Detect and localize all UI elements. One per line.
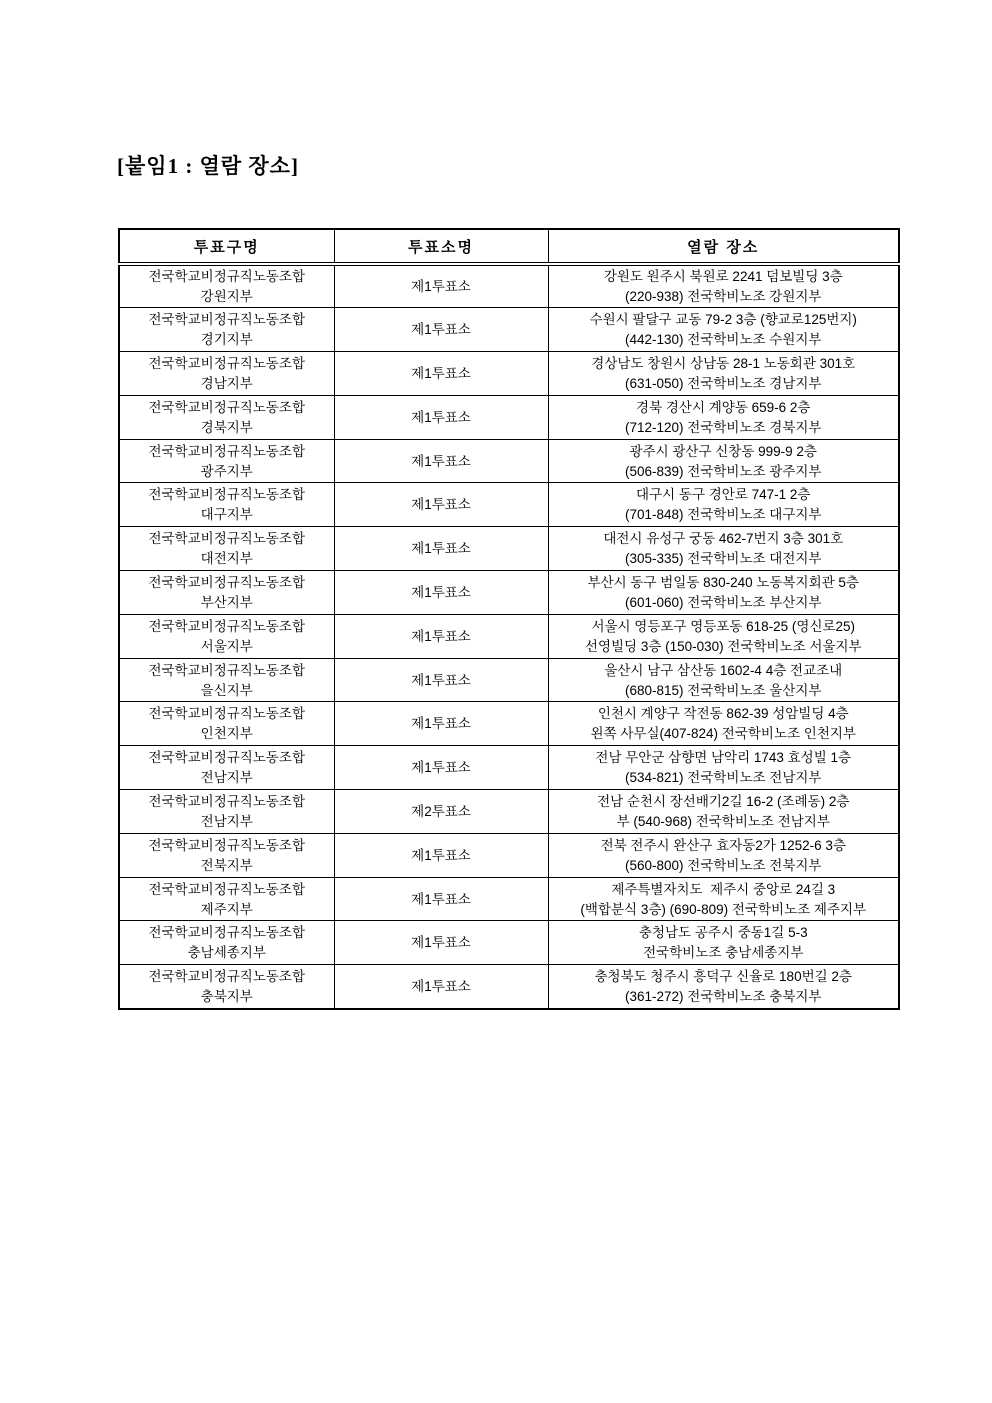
table-row (119, 965, 899, 1009)
union-name: 전국학교비정규직노동조합 (148, 443, 305, 459)
location-cell (548, 483, 899, 527)
table-row (119, 790, 899, 834)
col-header-station: 투표소명 (334, 229, 548, 264)
branch-name: 전남지부 (200, 813, 253, 829)
location-line-1: 인천시 계양구 작전동 862-39 성암빌딩 4층 (597, 706, 849, 722)
branch-name: 광주지부 (200, 463, 253, 479)
branch-name: 서울지부 (200, 638, 253, 654)
table-row (119, 658, 899, 702)
station-cell (334, 395, 548, 439)
district-cell (119, 308, 334, 352)
station-cell (334, 352, 548, 396)
district-cell (119, 483, 334, 527)
location-line-2: (601-060) 전국학비노조 부산지부 (625, 594, 822, 610)
station-cell (334, 790, 548, 834)
station-name: 제1투표소 (411, 672, 471, 688)
station-name: 제1투표소 (411, 409, 471, 425)
table-row (119, 395, 899, 439)
station-name: 제1투표소 (411, 584, 471, 600)
branch-name: 대전지부 (200, 551, 253, 567)
table-row (119, 483, 899, 527)
location-cell (548, 527, 899, 571)
station-cell (334, 833, 548, 877)
district-cell (119, 658, 334, 702)
location-cell (548, 352, 899, 396)
union-name: 전국학교비정규직노동조합 (148, 575, 305, 590)
table-row (119, 264, 899, 308)
location-cell (548, 439, 899, 483)
branch-name: 충남세종지부 (187, 945, 266, 961)
union-name: 전국학교비정규직노동조합 (148, 312, 305, 328)
district-cell (119, 439, 334, 483)
table-row (119, 702, 899, 746)
station-cell (334, 746, 548, 790)
table-row (119, 833, 899, 877)
district-cell (119, 921, 334, 965)
station-cell (334, 264, 548, 308)
location-line-1: 충청북도 청주시 흥덕구 신율로 180번길 2층 (594, 969, 852, 985)
district-cell (119, 702, 334, 746)
union-name: 전국학교비정규직노동조합 (148, 969, 305, 985)
station-name: 제1투표소 (411, 891, 471, 907)
branch-name: 을신지부 (200, 682, 253, 698)
branch-name: 충북지부 (200, 988, 253, 1004)
union-name: 전국학교비정규직노동조합 (148, 750, 305, 766)
location-line-2: (560-800) 전국학비노조 전북지부 (625, 857, 822, 873)
station-cell (334, 439, 548, 483)
branch-name: 전남지부 (200, 770, 253, 786)
location-line-1: 제주특별자치도 제주시 중앙로 24길 3 (611, 881, 836, 897)
station-cell (334, 877, 548, 921)
branch-name: 전북지부 (200, 857, 253, 873)
location-cell (548, 833, 899, 877)
location-line-2: (백합분식 3층) (690-809) 전국학비노조 제주지부 (580, 901, 867, 917)
station-name: 제1투표소 (411, 716, 471, 732)
location-cell (548, 308, 899, 352)
branch-name: 부산지부 (200, 594, 253, 610)
district-cell (119, 395, 334, 439)
union-name: 전국학교비정규직노동조합 (148, 356, 305, 372)
location-cell (548, 877, 899, 921)
table-row (119, 527, 899, 571)
station-name: 제1투표소 (411, 279, 471, 295)
table-row (119, 877, 899, 921)
station-cell (334, 308, 548, 352)
district-cell (119, 877, 334, 921)
district-cell (119, 571, 334, 615)
location-line-2: 전국학비노조 충남세종지부 (643, 945, 804, 961)
location-line-1: 울산시 남구 삼산동 1602-4 4층 전교조내 (604, 662, 843, 678)
location-line-1: 광주시 광산구 신창동 999-9 2층 (629, 443, 817, 459)
union-name: 전국학교비정규직노동조합 (148, 881, 305, 897)
station-name: 제1투표소 (411, 760, 471, 776)
station-name: 제1투표소 (411, 453, 471, 469)
union-name: 전국학교비정규직노동조합 (148, 531, 305, 547)
location-line-2: (442-130) 전국학비노조 수원지부 (625, 332, 822, 348)
table-row (119, 308, 899, 352)
location-line-2: (506-839) 전국학비노조 광주지부 (625, 463, 822, 479)
branch-name: 경북지부 (200, 419, 253, 435)
station-cell (334, 658, 548, 702)
union-name: 전국학교비정규직노동조합 (148, 706, 305, 722)
table-row (119, 746, 899, 790)
col-header-location: 열람 장소 (548, 229, 899, 264)
station-cell (334, 614, 548, 658)
col-header-district: 투표구명 (119, 229, 334, 264)
station-name: 제1투표소 (411, 322, 471, 338)
location-line-2: (680-815) 전국학비노조 울산지부 (625, 682, 822, 698)
location-line-2: (220-938) 전국학비노조 강원지부 (625, 288, 822, 304)
branch-name: 인천지부 (200, 726, 253, 742)
table-row (119, 571, 899, 615)
station-cell (334, 527, 548, 571)
location-line-1: 전남 무안군 삼향면 남악리 1743 효성빌 1층 (595, 750, 852, 766)
district-cell (119, 833, 334, 877)
district-cell (119, 614, 334, 658)
station-name: 제1투표소 (411, 935, 471, 951)
location-cell (548, 571, 899, 615)
location-line-1: 서울시 영등포구 영등포동 618-25 (영신로25) (591, 618, 856, 634)
location-cell (548, 790, 899, 834)
branch-name: 경기지부 (200, 332, 253, 348)
location-line-1: 대구시 동구 경안로 747-1 2층 (636, 487, 811, 503)
union-name: 전국학교비정규직노동조합 (148, 399, 305, 415)
location-line-2: 부 (540-968) 전국학비노조 전남지부 (616, 813, 830, 829)
table-row (119, 439, 899, 483)
union-name: 전국학교비정규직노동조합 (148, 618, 305, 634)
location-cell (548, 746, 899, 790)
location-cell (548, 614, 899, 658)
location-line-1: 경상남도 창원시 상남동 28-1 노동회관 301호 (591, 356, 856, 372)
station-cell (334, 483, 548, 527)
location-line-1: 강원도 원주시 북원로 2241 덤보빌딩 3층 (603, 269, 843, 285)
station-cell (334, 965, 548, 1009)
location-line-2: (631-050) 전국학비노조 경남지부 (625, 375, 822, 391)
station-cell (334, 571, 548, 615)
location-line-2: 선영빌딩 3층 (150-030) 전국학비노조 서울지부 (584, 638, 862, 654)
location-line-2: 왼쪽 사무실(407-824) 전국학비노조 인천지부 (590, 726, 856, 742)
location-line-1: 부산시 동구 범일동 830-240 노동복지회관 5층 (587, 575, 859, 590)
locations-table (118, 228, 900, 1010)
location-line-2: (701-848) 전국학비노조 대구지부 (625, 507, 822, 523)
location-line-1: 수원시 팔달구 교동 79-2 3층 (향교로125번지) (589, 312, 857, 328)
district-cell (119, 352, 334, 396)
location-line-1: 대전시 유성구 궁동 462-7번지 3층 301호 (603, 531, 844, 547)
district-cell (119, 790, 334, 834)
location-line-1: 충청남도 공주시 중동1길 5-3 (638, 925, 808, 941)
branch-name: 제주지부 (200, 901, 253, 917)
location-cell (548, 965, 899, 1009)
branch-name: 대구지부 (200, 507, 253, 523)
location-cell (548, 264, 899, 308)
locations-table-container (118, 228, 898, 1010)
station-name: 제1투표소 (411, 541, 471, 557)
branch-name: 경남지부 (200, 375, 253, 391)
station-name: 제1투표소 (411, 365, 471, 381)
table-header-row (119, 229, 899, 264)
district-cell (119, 264, 334, 308)
district-cell (119, 527, 334, 571)
district-cell (119, 965, 334, 1009)
station-cell (334, 702, 548, 746)
station-name: 제1투표소 (411, 847, 471, 863)
union-name: 전국학교비정규직노동조합 (148, 269, 305, 285)
table-row (119, 921, 899, 965)
table-row (119, 352, 899, 396)
location-cell (548, 702, 899, 746)
location-cell (548, 921, 899, 965)
location-line-2: (361-272) 전국학비노조 충북지부 (625, 988, 822, 1004)
page-title: [붙임1 : 열람 장소] (117, 154, 299, 178)
station-name: 제2투표소 (411, 803, 471, 819)
location-line-1: 경북 경산시 계양동 659-6 2층 (636, 399, 811, 415)
union-name: 전국학교비정규직노동조합 (148, 662, 305, 678)
station-name: 제1투표소 (411, 497, 471, 513)
location-line-2: (712-120) 전국학비노조 경북지부 (625, 419, 822, 435)
location-cell (548, 658, 899, 702)
station-cell (334, 921, 548, 965)
station-name: 제1투표소 (411, 628, 471, 644)
union-name: 전국학교비정규직노동조합 (148, 837, 305, 853)
union-name: 전국학교비정규직노동조합 (148, 793, 305, 809)
location-line-1: 전남 순천시 장선배기2길 16-2 (조례동) 2층 (597, 793, 850, 809)
location-line-2: (305-335) 전국학비노조 대전지부 (625, 551, 822, 567)
table-body (119, 264, 899, 1009)
district-cell (119, 746, 334, 790)
table-row (119, 614, 899, 658)
union-name: 전국학교비정규직노동조합 (148, 487, 305, 503)
location-cell (548, 395, 899, 439)
location-line-1: 전북 전주시 완산구 효자동2가 1252-6 3층 (600, 837, 846, 853)
location-line-2: (534-821) 전국학비노조 전남지부 (625, 770, 822, 786)
union-name: 전국학교비정규직노동조합 (148, 925, 305, 941)
branch-name: 강원지부 (200, 288, 253, 304)
station-name: 제1투표소 (411, 978, 471, 994)
